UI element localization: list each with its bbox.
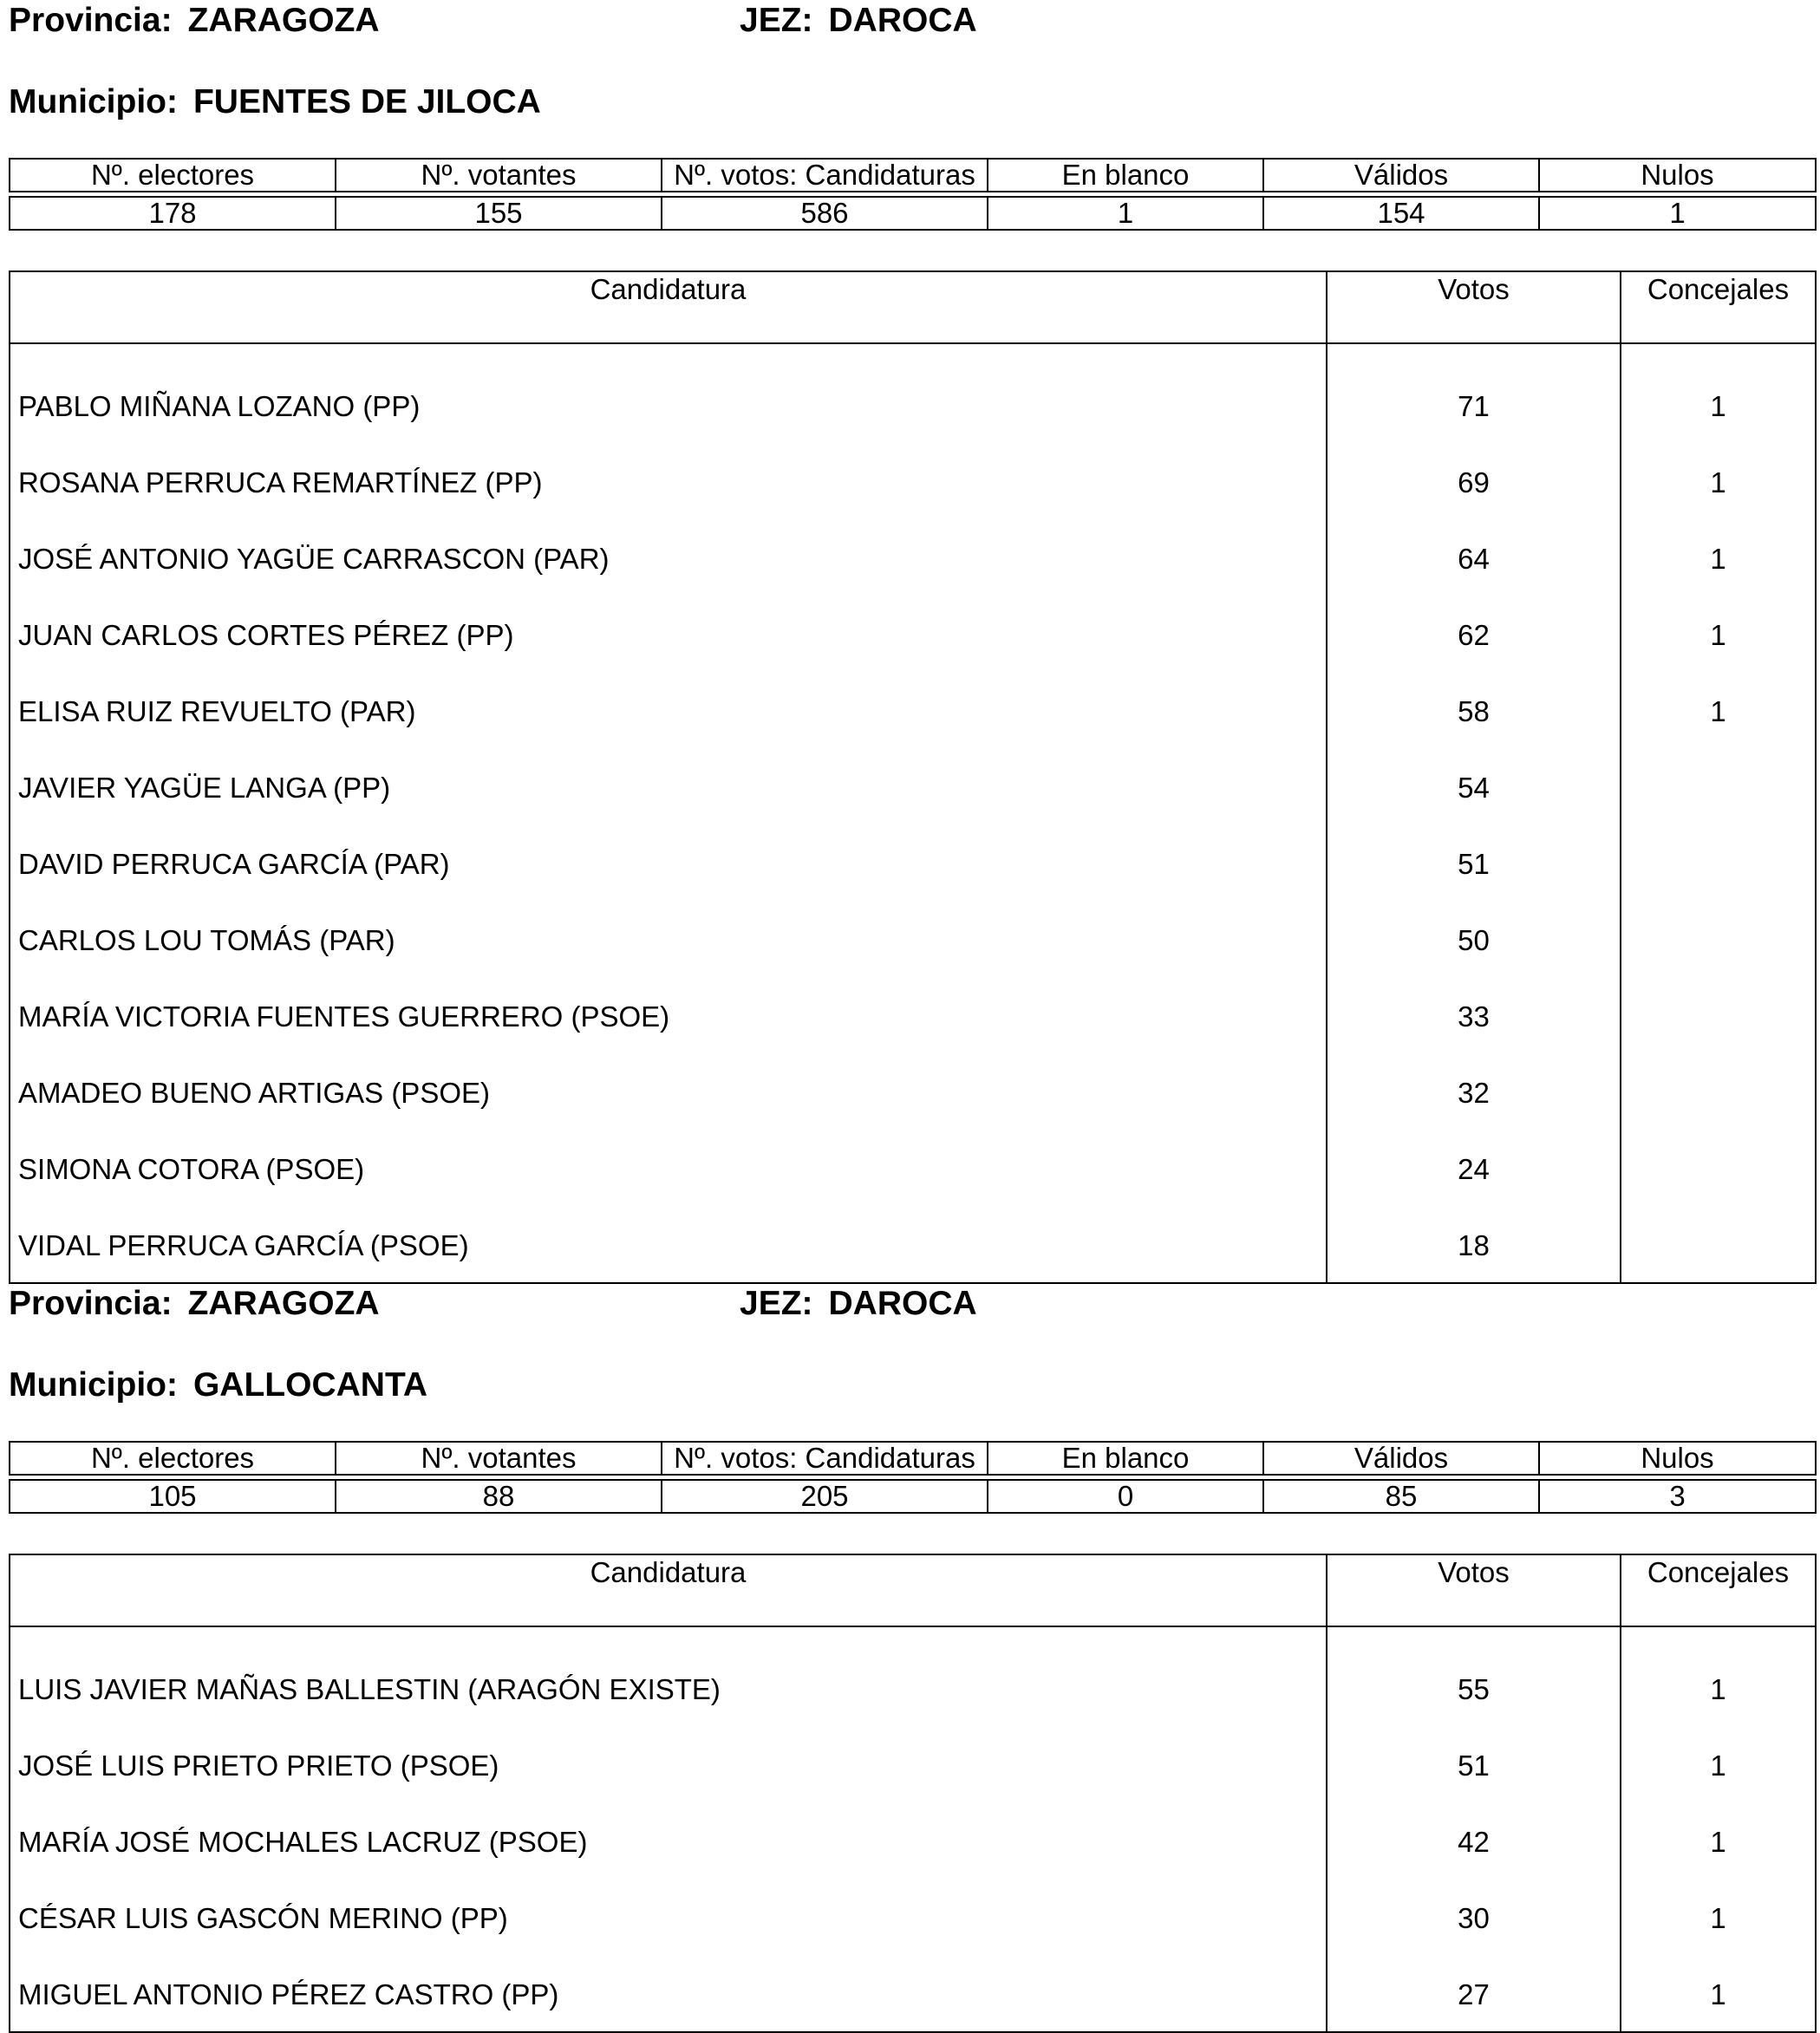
candidate-seats — [1621, 1130, 1816, 1206]
provincia-label: Provincia: — [9, 2, 173, 39]
candidate-votes: 58 — [1327, 672, 1621, 748]
candidate-row — [10, 672, 1816, 748]
candidate-name: VIDAL PERRUCA GARCÍA (PSOE) — [10, 1206, 1327, 1283]
candidate-row — [10, 748, 1816, 824]
municipio-header — [9, 83, 541, 127]
candidate-row — [10, 1206, 1816, 1283]
candidate-votes: 33 — [1327, 977, 1621, 1053]
candidatura-header: Candidatura — [10, 271, 1327, 343]
municipio-label: Municipio: — [9, 83, 178, 121]
provincia-label: Provincia: — [9, 1285, 173, 1322]
candidate-name: CARLOS LOU TOMÁS (PAR) — [10, 901, 1327, 977]
concejales-header: Concejales — [1621, 1554, 1816, 1626]
summary-value-cell: 0 — [988, 1480, 1263, 1513]
candidate-seats: 1 — [1621, 1726, 1816, 1802]
summary-value-cell: 1 — [1539, 197, 1816, 230]
summary-table — [9, 1441, 1817, 1514]
candidates-table — [9, 1554, 1817, 2033]
candidate-seats: 1 — [1621, 672, 1816, 748]
candidate-name: PABLO MIÑANA LOZANO (PP) — [10, 343, 1327, 443]
candidate-name: AMADEO BUENO ARTIGAS (PSOE) — [10, 1053, 1327, 1130]
jez-value: DAROCA — [828, 2, 977, 39]
candidate-seats: 1 — [1621, 1879, 1816, 1955]
summary-value-cell: 3 — [1539, 1480, 1816, 1513]
candidate-votes: 51 — [1327, 1726, 1621, 1802]
votos-header: Votos — [1327, 1554, 1621, 1626]
candidate-votes: 27 — [1327, 1955, 1621, 2032]
votos-header: Votos — [1327, 271, 1621, 343]
candidate-votes: 55 — [1327, 1626, 1621, 1726]
summary-header-row — [10, 1442, 1816, 1475]
summary-value-cell: 586 — [662, 197, 988, 230]
summary-header-cell: Nº. electores — [10, 1442, 336, 1475]
provincia-value: ZARAGOZA — [187, 1285, 380, 1322]
candidate-row — [10, 1802, 1816, 1879]
candidate-votes: 32 — [1327, 1053, 1621, 1130]
candidate-seats: 1 — [1621, 519, 1816, 596]
summary-value-cell: 1 — [988, 197, 1263, 230]
candidate-seats: 1 — [1621, 443, 1816, 519]
summary-header-cell: Nulos — [1539, 159, 1816, 192]
candidate-row — [10, 977, 1816, 1053]
jez-label: JEZ: — [740, 2, 813, 39]
jez-header — [740, 1285, 977, 1328]
candidate-name: JUAN CARLOS CORTES PÉREZ (PP) — [10, 596, 1327, 672]
candidate-seats: 1 — [1621, 343, 1816, 443]
candidate-row — [10, 519, 1816, 596]
candidate-row — [10, 343, 1816, 443]
candidate-row — [10, 1955, 1816, 2032]
candidate-votes: 50 — [1327, 901, 1621, 977]
candidate-votes: 69 — [1327, 443, 1621, 519]
summary-header-row — [10, 159, 1816, 192]
candidate-row — [10, 1726, 1816, 1802]
candidate-seats: 1 — [1621, 1802, 1816, 1879]
candidate-votes: 24 — [1327, 1130, 1621, 1206]
candidate-row — [10, 1626, 1816, 1726]
candidate-votes: 42 — [1327, 1802, 1621, 1879]
candidate-row — [10, 1130, 1816, 1206]
jez-label: JEZ: — [740, 1285, 813, 1322]
summary-value-row — [10, 1480, 1816, 1513]
summary-value-cell: 155 — [336, 197, 662, 230]
jez-value: DAROCA — [828, 1285, 977, 1322]
summary-header-cell: Nº. votos: Candidaturas — [662, 1442, 988, 1475]
summary-header-cell: En blanco — [988, 159, 1263, 192]
summary-header-cell: Nº. votantes — [336, 159, 662, 192]
summary-header-cell: Nº. electores — [10, 159, 336, 192]
candidate-name: MIGUEL ANTONIO PÉREZ CASTRO (PP) — [10, 1955, 1327, 2032]
candidatura-header: Candidatura — [10, 1554, 1327, 1626]
candidate-row — [10, 596, 1816, 672]
candidate-seats — [1621, 977, 1816, 1053]
candidate-name: JOSÉ ANTONIO YAGÜE CARRASCON (PAR) — [10, 519, 1327, 596]
jez-header — [740, 2, 977, 45]
candidate-name: LUIS JAVIER MAÑAS BALLESTIN (ARAGÓN EXISTE) — [10, 1626, 1327, 1726]
provincia-value: ZARAGOZA — [187, 2, 380, 39]
summary-value-cell: 105 — [10, 1480, 336, 1513]
municipio-value: FUENTES DE JILOCA — [192, 83, 541, 121]
summary-header-cell: Válidos — [1263, 159, 1539, 192]
candidates-header-row — [10, 1554, 1816, 1626]
candidate-votes: 71 — [1327, 343, 1621, 443]
municipio-header — [9, 1366, 427, 1410]
candidate-votes: 30 — [1327, 1879, 1621, 1955]
candidate-name: MARÍA JOSÉ MOCHALES LACRUZ (PSOE) — [10, 1802, 1327, 1879]
candidate-name: ELISA RUIZ REVUELTO (PAR) — [10, 672, 1327, 748]
summary-header-cell: En blanco — [988, 1442, 1263, 1475]
municipio-value: GALLOCANTA — [192, 1366, 428, 1404]
municipio-label: Municipio: — [9, 1366, 178, 1404]
candidate-seats — [1621, 901, 1816, 977]
summary-header-cell: Nulos — [1539, 1442, 1816, 1475]
candidate-votes: 18 — [1327, 1206, 1621, 1283]
summary-header-cell: Válidos — [1263, 1442, 1539, 1475]
provincia-header — [9, 1285, 380, 1328]
candidate-name: DAVID PERRUCA GARCÍA (PAR) — [10, 824, 1327, 901]
summary-value-cell: 178 — [10, 197, 336, 230]
candidate-name: SIMONA COTORA (PSOE) — [10, 1130, 1327, 1206]
candidates-table — [9, 270, 1817, 1284]
candidate-votes: 62 — [1327, 596, 1621, 672]
candidate-name: MARÍA VICTORIA FUENTES GUERRERO (PSOE) — [10, 977, 1327, 1053]
summary-value-cell: 205 — [662, 1480, 988, 1513]
concejales-header: Concejales — [1621, 271, 1816, 343]
candidate-votes: 51 — [1327, 824, 1621, 901]
candidate-seats: 1 — [1621, 596, 1816, 672]
candidate-seats: 1 — [1621, 1626, 1816, 1726]
candidate-row — [10, 1053, 1816, 1130]
summary-value-row — [10, 197, 1816, 230]
candidate-row — [10, 824, 1816, 901]
candidate-seats — [1621, 1206, 1816, 1283]
candidate-votes: 64 — [1327, 519, 1621, 596]
candidate-seats — [1621, 824, 1816, 901]
candidate-row — [10, 1879, 1816, 1955]
summary-header-cell: Nº. votos: Candidaturas — [662, 159, 988, 192]
summary-value-cell: 88 — [336, 1480, 662, 1513]
provincia-header — [9, 2, 380, 45]
summary-value-cell: 85 — [1263, 1480, 1539, 1513]
candidate-row — [10, 901, 1816, 977]
candidate-votes: 54 — [1327, 748, 1621, 824]
candidate-name: JOSÉ LUIS PRIETO PRIETO (PSOE) — [10, 1726, 1327, 1802]
summary-header-cell: Nº. votantes — [336, 1442, 662, 1475]
candidate-name: ROSANA PERRUCA REMARTÍNEZ (PP) — [10, 443, 1327, 519]
candidate-seats — [1621, 1053, 1816, 1130]
candidates-header-row — [10, 271, 1816, 343]
candidate-row — [10, 443, 1816, 519]
summary-value-cell: 154 — [1263, 197, 1539, 230]
candidate-seats — [1621, 748, 1816, 824]
summary-table — [9, 158, 1817, 231]
candidate-seats: 1 — [1621, 1955, 1816, 2032]
candidate-name: CÉSAR LUIS GASCÓN MERINO (PP) — [10, 1879, 1327, 1955]
candidate-name: JAVIER YAGÜE LANGA (PP) — [10, 748, 1327, 824]
